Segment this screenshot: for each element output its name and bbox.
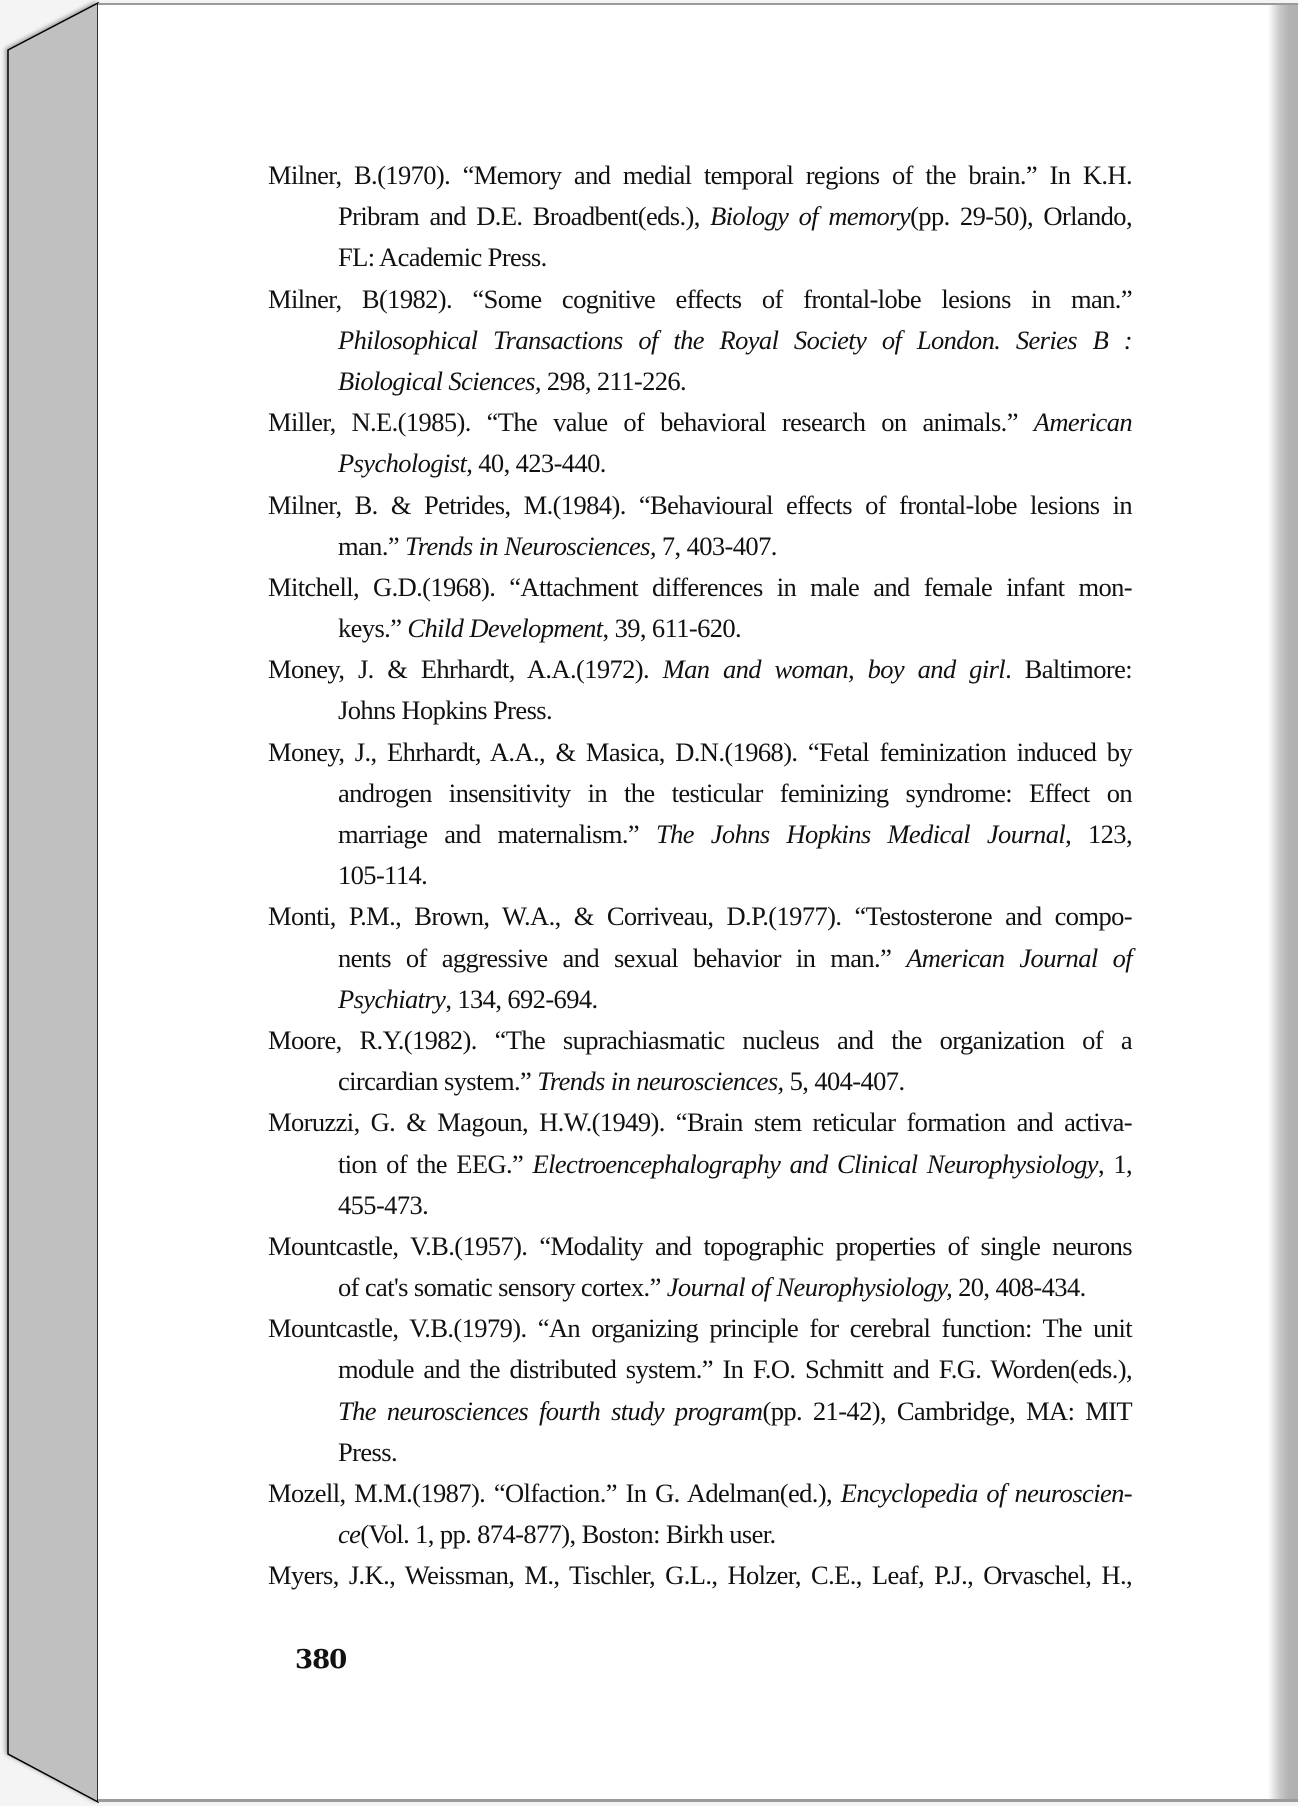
italic-title: Man and woman, boy and girl — [662, 654, 1006, 685]
reference-line — [338, 1349, 1132, 1390]
reference-text: , 1, — [1097, 1148, 1132, 1179]
reference-line — [338, 979, 1132, 1020]
reference-entry — [268, 1226, 1132, 1308]
reference-text: Money, J., Ehrhardt, A.A., & Masica, D.N.(1968). “Fetal feminization induced by — [268, 736, 1132, 767]
reference-text: Mountcastle, V.B.(1957). “Modality and topographic properties of single neurons — [268, 1230, 1132, 1261]
reference-text: Milner, B. & Petrides, M.(1984). “Behavioural effects of frontal-lobe lesions in — [268, 489, 1132, 520]
reference-line — [338, 690, 1132, 731]
reference-entry — [268, 1308, 1132, 1473]
reference-entry — [268, 1102, 1132, 1226]
reference-text: 455-473. — [338, 1189, 429, 1220]
page-edge-shadow — [1268, 5, 1298, 1799]
reference-line — [268, 567, 1132, 608]
reference-entry — [268, 485, 1132, 567]
reference-line — [338, 1391, 1132, 1432]
reference-entry — [268, 155, 1132, 279]
reference-line — [268, 1226, 1132, 1267]
reference-entry — [268, 1020, 1132, 1102]
reference-text: Press. — [338, 1436, 397, 1467]
reference-text: Pribram and D.E. Broadbent(eds.), — [338, 201, 711, 232]
reference-text: Mitchell, G.D.(1968). “Attachment differences in male and female infant mon- — [268, 571, 1132, 602]
reference-text: nents of aggressive and sexual behavior in man.” — [338, 942, 907, 973]
italic-title: Psychologist — [338, 448, 467, 479]
reference-entry — [268, 1555, 1132, 1596]
reference-line — [268, 649, 1132, 690]
italic-title: Trends in neurosciences, — [537, 1066, 784, 1097]
italic-title: Electroencephalography and Clinical Neurophysiology — [532, 1148, 1098, 1179]
reference-line — [268, 732, 1132, 773]
reference-entry — [268, 402, 1132, 484]
book-page — [98, 3, 1298, 1802]
reference-line — [268, 485, 1132, 526]
reference-line — [338, 237, 1132, 278]
reference-text: Milner, B(1982). “Some cognitive effects of frontal-lobe lesions in man.” — [268, 283, 1132, 314]
reference-line — [268, 155, 1132, 196]
reference-text: Myers, J.K., Weissman, M., Tischler, G.L., Holzer, C.E., Leaf, P.J., Orvaschel, H., — [268, 1560, 1132, 1591]
reference-text: , 123, — [1065, 819, 1132, 849]
reference-text: (pp. 21-42), Cambridge, MA: MIT — [762, 1395, 1132, 1426]
reference-text: marriage and maternalism.” — [338, 819, 656, 849]
reference-text: circardian system.” — [338, 1066, 538, 1097]
reference-entry — [268, 649, 1132, 731]
italic-title: Trends in Neurosciences, — [405, 530, 656, 561]
reference-line — [338, 855, 1132, 896]
reference-entry — [268, 279, 1132, 403]
reference-line — [338, 1514, 1132, 1555]
reference-text: , 134, 692-694. — [445, 983, 598, 1014]
reference-text: FL: Academic Press. — [338, 242, 547, 273]
reference-line — [268, 279, 1132, 320]
reference-text: 7, 403-407. — [655, 530, 777, 561]
reference-line — [338, 1144, 1132, 1185]
book-spine — [0, 0, 110, 1806]
reference-line — [338, 320, 1132, 361]
reference-line — [268, 1473, 1132, 1514]
page-number: 380 — [295, 1645, 347, 1675]
reference-text: Johns Hopkins Press. — [338, 695, 553, 726]
italic-title: Philosophical Transactions of the Royal Society of London. Series B : — [338, 324, 1132, 355]
reference-line — [338, 1185, 1132, 1226]
italic-title: The Johns Hopkins Medical Journal — [655, 819, 1066, 849]
reference-line — [338, 814, 1132, 855]
reference-text: 105-114. — [338, 860, 428, 891]
reference-entry — [268, 1473, 1132, 1555]
reference-text: (pp. 29-50), Orlando, — [910, 201, 1132, 232]
reference-text: 5, 404-407. — [783, 1066, 905, 1097]
reference-text: Mountcastle, V.B.(1979). “An organizing principle for cerebral function: The unit — [268, 1313, 1132, 1344]
italic-title: ce — [338, 1519, 361, 1550]
reference-text: androgen insensitivity in the testicular feminizing syndrome: Effect on — [338, 777, 1132, 808]
reference-text: , 40, 423-440. — [466, 448, 606, 479]
reference-line — [268, 1555, 1132, 1596]
reference-text: module and the distributed system.” In F.O. Schmitt and F.G. Worden(eds.), — [338, 1354, 1132, 1385]
reference-text: , 39, 611-620. — [602, 613, 742, 644]
italic-title: Child Development — [407, 613, 603, 644]
italic-title: Psychiatry — [338, 983, 446, 1014]
reference-line — [268, 1102, 1132, 1143]
italic-title: Encyclopedia of neuroscien- — [840, 1478, 1132, 1508]
reference-line — [338, 361, 1132, 402]
reference-line — [338, 1061, 1132, 1102]
reference-text: (Vol. 1, pp. 874-877), Boston: Birkh user. — [360, 1519, 776, 1550]
reference-text: 20, 408-434. — [952, 1272, 1086, 1303]
reference-text: Milner, B.(1970). “Memory and medial temporal regions of the brain.” In K.H. — [268, 160, 1132, 190]
italic-title: Biology of memory — [710, 201, 911, 232]
reference-text: tion of the EEG.” — [338, 1148, 533, 1179]
reference-list — [268, 155, 1132, 1597]
reference-text: Miller, N.E.(1985). “The value of behavioral research on animals.” — [268, 407, 1034, 438]
italic-title: Journal of Neurophysiology, — [666, 1272, 953, 1303]
reference-text: keys.” — [338, 613, 408, 644]
italic-title: American Journal of — [906, 942, 1132, 973]
reference-line — [268, 896, 1132, 937]
italic-title: The neurosciences fourth study program — [338, 1395, 763, 1426]
reference-text: 298, 211-226. — [540, 365, 687, 396]
italic-title: Biological Sciences, — [338, 365, 541, 396]
reference-line — [338, 526, 1132, 567]
reference-text: Money, J. & Ehrhardt, A.A.(1972). — [268, 654, 663, 685]
reference-text: Mozell, M.M.(1987). “Olfaction.” In G. Adelman(ed.), — [268, 1478, 841, 1508]
reference-entry — [268, 567, 1132, 649]
reference-line — [338, 443, 1132, 484]
reference-line — [268, 402, 1132, 443]
reference-text: of cat's somatic sensory cortex.” — [338, 1272, 667, 1303]
reference-line — [338, 1432, 1132, 1473]
reference-line — [338, 196, 1132, 237]
reference-text: Moruzzi, G. & Magoun, H.W.(1949). “Brain stem reticular formation and activa- — [268, 1107, 1132, 1138]
reference-text: Moore, R.Y.(1982). “The suprachiasmatic nucleus and the organization of a — [268, 1024, 1132, 1055]
reference-text: . Baltimore: — [1005, 654, 1132, 685]
reference-text: Monti, P.M., Brown, W.A., & Corriveau, D.P.(1977). “Testosterone and compo- — [268, 901, 1132, 932]
reference-line — [338, 938, 1132, 979]
reference-entry — [268, 732, 1132, 897]
reference-line — [268, 1020, 1132, 1061]
reference-line — [338, 1267, 1132, 1308]
reference-line — [338, 608, 1132, 649]
italic-title: American — [1033, 407, 1132, 438]
reference-line — [268, 1308, 1132, 1349]
reference-line — [338, 773, 1132, 814]
reference-entry — [268, 896, 1132, 1020]
reference-text: man.” — [338, 530, 406, 561]
